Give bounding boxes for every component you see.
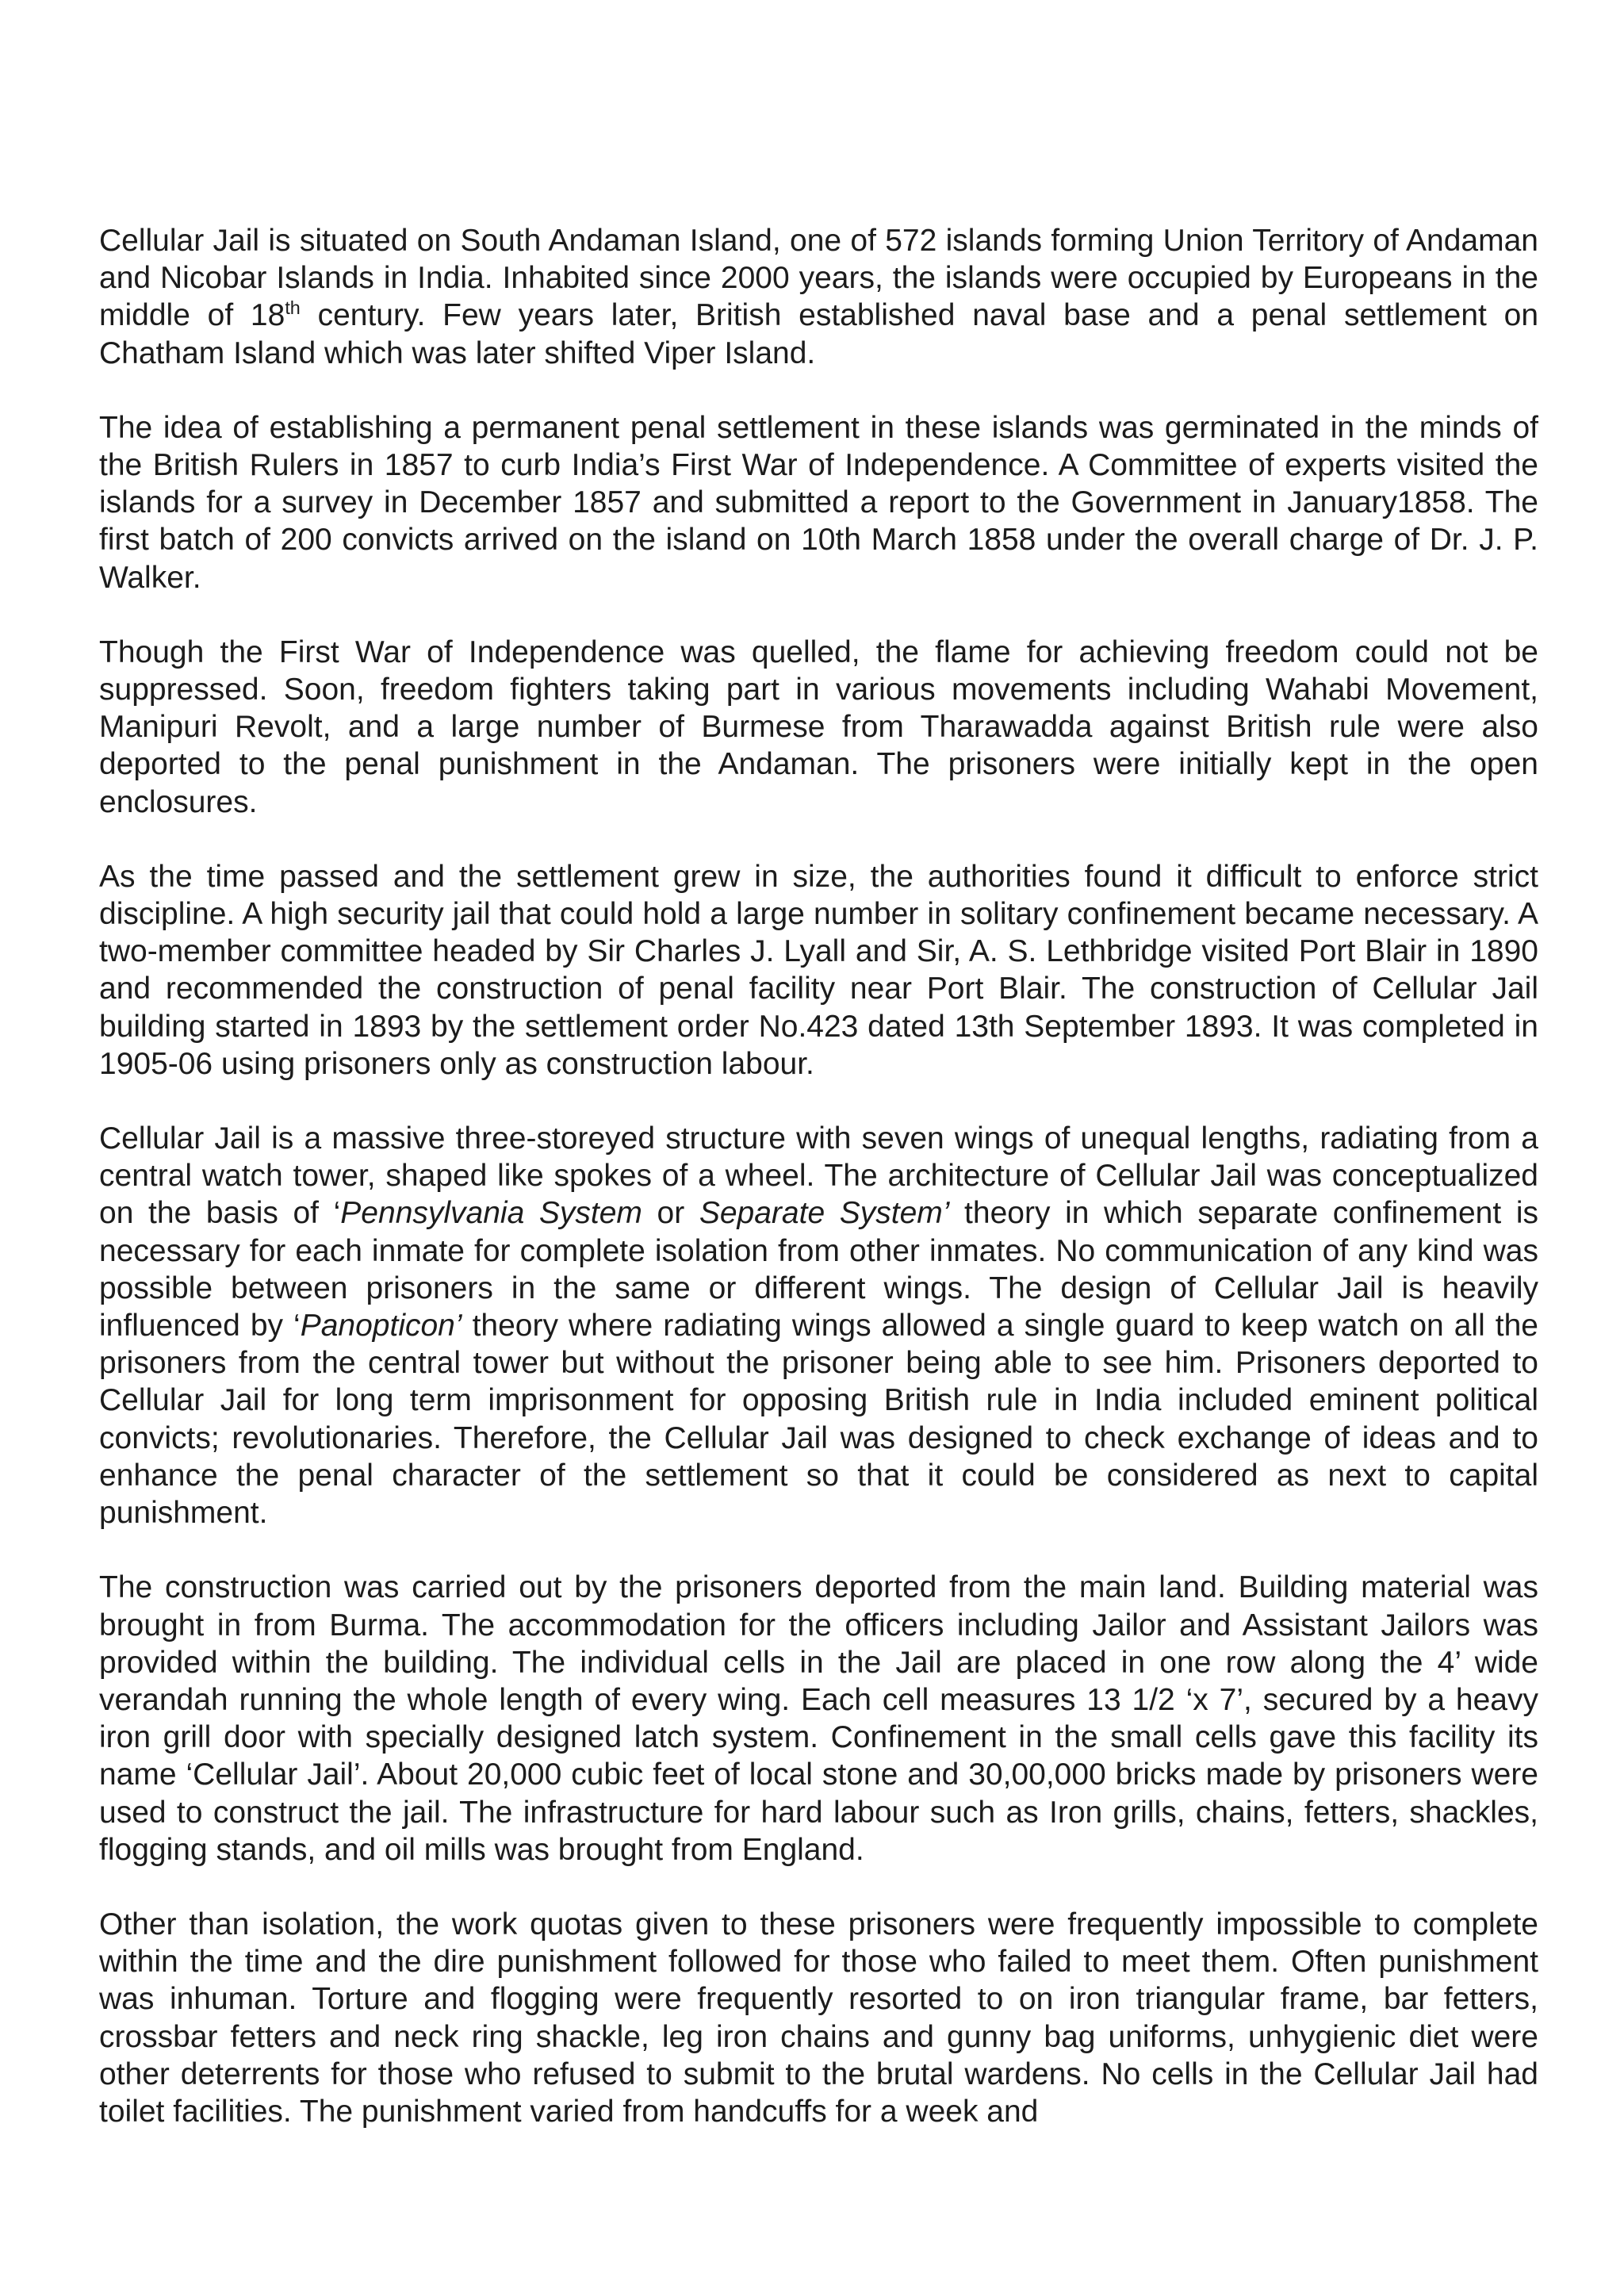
text-run: century. Few years later, British established naval base and a penal settlement on Chatham Island which was later shifted Viper Island.: [99, 298, 1539, 370]
paragraph-6: [99, 1569, 1538, 1869]
text-run: Cellular Jail is situated on South Andaman Island, one of 572 islands forming Union Territory of Andaman and Nicobar Islands in India. Inhabited since 2000 years, the islands were occupied by Europeans in the middle of 18: [99, 224, 1538, 333]
paragraph-2: [99, 409, 1538, 596]
paragraph-7: [99, 1906, 1538, 2130]
paragraph-5: [99, 1120, 1538, 1531]
text-run: The construction was carried out by the prisoners deported from the main land. Building material was brought in from Burma. The accommodation for the officers including Jailor and Assistant Jailors was provided within the building. The individual cells in the Jail are placed in one row along the 4’ wide verandah running the whole length of every wing. Each cell measures 13 1/2 ‘x 7’, secured by a heavy iron grill door with specially designed latch system. Confinement in the small cells gave this facility its name ‘Cellular Jail’. About 20,000 cubic feet of local stone and 30,00,000 bricks made by prisoners were used to construct the jail. The infrastructure for hard labour such as Iron grills, chains, fetters, shackles, flogging stands, and oil mills was brought from England.: [99, 1570, 1538, 1867]
superscript: th: [285, 297, 301, 319]
text-run: theory in which separate confinement is necessary for each inmate for complete isolation from other inmates. No communication of any kind was possible between prisoners in the same or different wings. The design of Cellular Jail is heavily influenced by ‘: [99, 1196, 1538, 1343]
italic-run: Pennsylvania System: [340, 1196, 642, 1231]
text-run: As the time passed and the settlement grew in size, the authorities found it difficult to enforce strict discipline. A high security jail that could hold a large number in solitary confinement became necessary. A two-member committee headed by Sir Charles J. Lyall and Sir, A. S. Lethbridge visited Port Blair in 1890 and recommended the construction of penal facility near Port Blair. The construction of Cellular Jail building started in 1893 by the settlement order No.423 dated 13th September 1893. It was completed in 1905-06 using prisoners only as construction labour.: [99, 859, 1538, 1081]
italic-run: Separate System’: [699, 1196, 950, 1231]
text-run: Though the First War of Independence was quelled, the flame for achieving freedom could not be suppressed. Soon, freedom fighters taking part in various movements including Wahabi Movement, Manipuri Revolt, and a large number of Burmese from Tharawadda against British rule were also deported to the penal punishment in the Andaman. The prisoners were initially kept in the open enclosures.: [99, 634, 1538, 819]
paragraph-1: [99, 222, 1538, 372]
text-run: or: [642, 1196, 699, 1231]
text-run: Other than isolation, the work quotas given to these prisoners were frequently impossible to complete within the time and the dire punishment followed for those who failed to meet them. Often punishment was inhuman. Torture and flogging were frequently resorted to on iron triangular frame, bar fetters, crossbar fetters and neck ring shackle, leg iron chains and gunny bag uniforms, unhygienic diet were other deterrents for those who refused to submit to the brutal wardens. No cells in the Cellular Jail had toilet facilities. The punishment varied from handcuffs for a week and: [99, 1907, 1538, 2129]
text-run: theory where radiating wings allowed a single guard to keep watch on all the prisoners from the central tower but without the prisoner being able to see him. Prisoners deported to Cellular Jail for long term imprisonment for opposing British rule in India included eminent political convicts; revolutionaries. Therefore, the Cellular Jail was designed to check exchange of ideas and to enhance the penal character of the settlement so that it could be considered as next to capital punishment.: [99, 1309, 1538, 1531]
paragraph-4: [99, 858, 1538, 1083]
paragraph-3: [99, 634, 1538, 821]
text-run: The idea of establishing a permanent penal settlement in these islands was germinated in the minds of the British Rulers in 1857 to curb India’s First War of Independence. A Committee of experts visited the islands for a survey in December 1857 and submitted a report to the Government in January1858. The first batch of 200 convicts arrived on the island on 10th March 1858 under the overall charge of Dr. J. P. Walker.: [99, 410, 1538, 595]
text-run: Cellular Jail is a massive three-storeyed structure with seven wings of unequal lengths, radiating from a central watch tower, shaped like spokes of a wheel. The architecture of Cellular Jail was conceptualized on the basis of ‘: [99, 1121, 1538, 1231]
document-body: [99, 222, 1538, 2168]
italic-run: Panopticon’: [300, 1309, 462, 1343]
